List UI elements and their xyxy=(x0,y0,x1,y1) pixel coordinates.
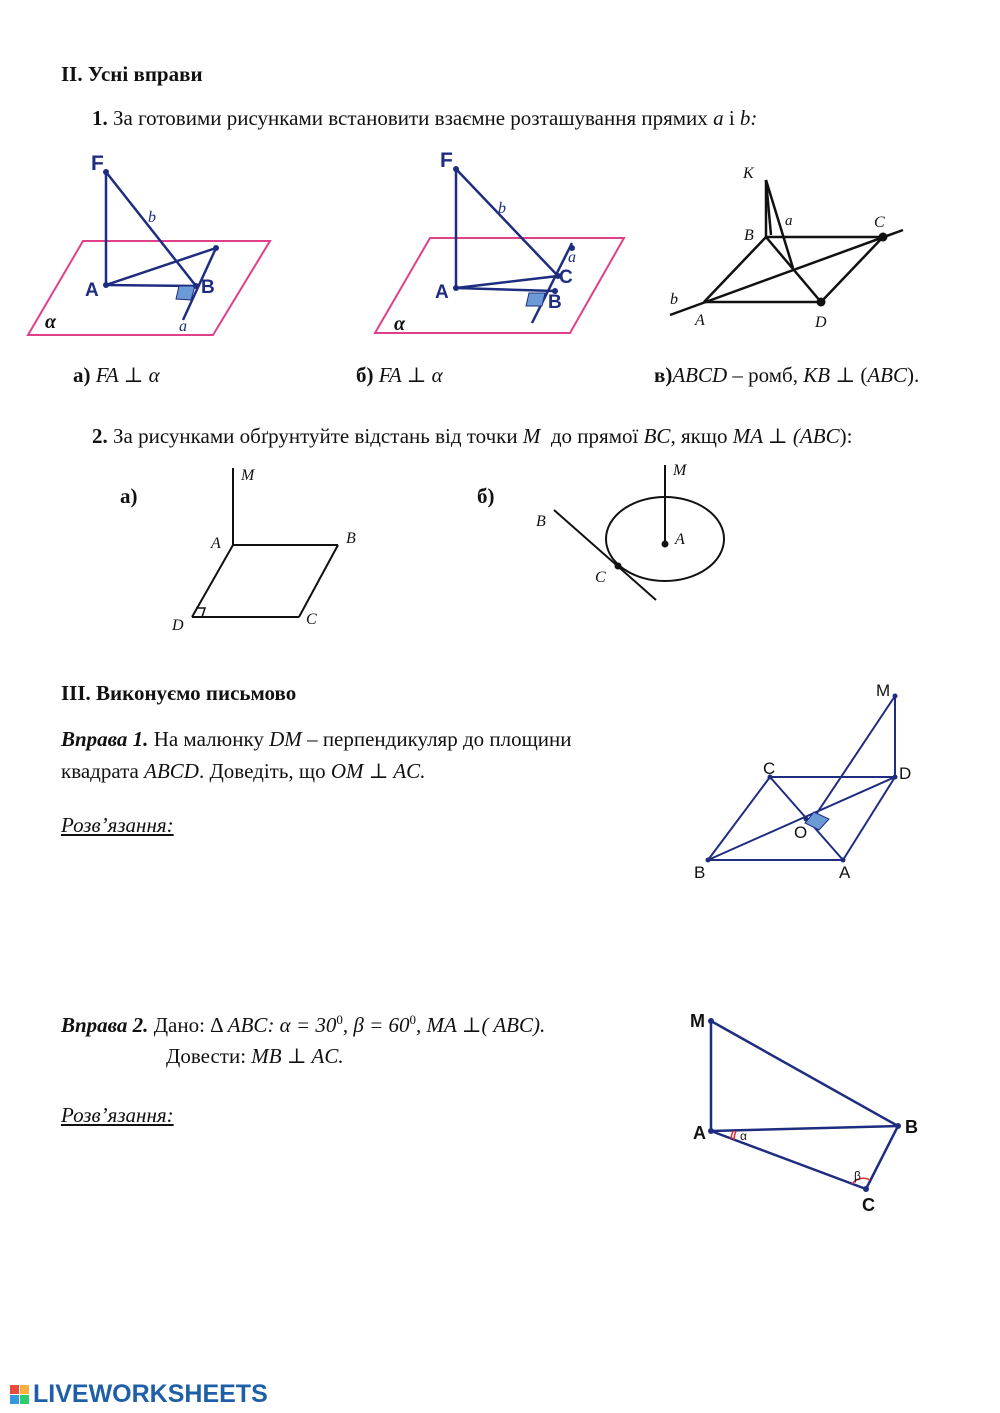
caption-1c: в)ABCD – ромб, KB ⊥ (ABC). xyxy=(654,363,920,387)
logo-mark-icon xyxy=(10,1385,29,1404)
figure-3 xyxy=(680,672,940,892)
label-M: M xyxy=(876,681,891,700)
exercise2-prove: Довести: MB ⊥ AC. xyxy=(166,1044,344,1068)
label-F: F xyxy=(440,149,453,172)
label-A: A xyxy=(675,531,685,548)
label-B: B xyxy=(905,1117,918,1137)
label-B: B xyxy=(548,292,562,313)
logo-text: LIVEWORKSHEETS xyxy=(33,1380,268,1408)
label-D: D xyxy=(172,617,184,634)
exercise1-solution-label: Розв’язання: xyxy=(61,813,174,837)
figure-1b xyxy=(372,148,632,348)
label-M: M xyxy=(690,1011,705,1031)
exercise1-label: Вправа 1. xyxy=(61,727,149,751)
exercise2-solution-label: Розв’язання: xyxy=(61,1103,174,1127)
label-A: A xyxy=(211,535,221,552)
label-D: D xyxy=(815,314,827,331)
label-alpha: α xyxy=(740,1129,747,1143)
label-C: C xyxy=(306,611,317,628)
label-A: A xyxy=(435,282,449,303)
caption-1a: а) FA ⊥ α xyxy=(73,363,160,387)
label-beta: β xyxy=(854,1169,861,1183)
exercise2-given: Вправа 2. Дано: Δ ABC: $\alpha = 30^0$, $\beta = 60^0$, MA ⊥( ABC). xyxy=(61,1012,546,1037)
figure-2b xyxy=(530,455,750,615)
label-B: B xyxy=(346,530,356,547)
section-title-written: III. Виконуємо письмово xyxy=(61,681,297,705)
label-A: A xyxy=(85,280,99,301)
figure-1c xyxy=(665,155,925,355)
label-b: b xyxy=(498,200,506,217)
figure-2a xyxy=(165,460,385,640)
label-C: C xyxy=(763,759,776,778)
label-B: B xyxy=(536,513,546,530)
label-A: A xyxy=(693,1123,706,1143)
figure-4 xyxy=(680,1000,940,1220)
plane-alpha xyxy=(28,241,270,335)
label-D: D xyxy=(899,764,912,783)
label-F: F xyxy=(91,152,104,175)
label-a: a xyxy=(568,249,576,266)
label-C: C xyxy=(874,214,885,231)
label-M: M xyxy=(673,462,687,479)
task1-text: 1. За готовими рисунками встановити взаємне розташування прямих a і b: xyxy=(92,106,758,130)
liveworksheets-logo[interactable] xyxy=(10,1380,268,1409)
label-O: O xyxy=(794,823,808,842)
label-A: A xyxy=(695,312,705,329)
task2-number: 2. xyxy=(92,424,108,448)
task2-text: 2. За рисунками обґрунтуйте відстань від точки M до прямої BC, якщо MA ⊥ (ABC): xyxy=(92,424,853,448)
label-B: B xyxy=(201,277,215,298)
label-K: K xyxy=(743,165,754,182)
label-C: C xyxy=(559,267,573,288)
label-B: B xyxy=(744,227,754,244)
label-b: b xyxy=(148,209,156,226)
label-a: a xyxy=(785,213,793,229)
task1-number: 1. xyxy=(92,106,108,130)
caption-1b: б) FA ⊥ α xyxy=(356,363,443,387)
figure-1a xyxy=(25,148,285,348)
label-alpha: α xyxy=(45,311,57,333)
label-C: C xyxy=(862,1195,875,1215)
exercise2-label: Вправа 2. xyxy=(61,1013,149,1037)
label-A: A xyxy=(839,863,851,882)
label-M: M xyxy=(241,467,255,484)
label-b: b xyxy=(670,291,678,308)
label-a: a xyxy=(179,318,187,335)
section-title-oral: II. Усні вправи xyxy=(61,62,203,86)
plane-alpha xyxy=(375,238,624,333)
label-B: B xyxy=(694,863,706,882)
exercise1-text: Вправа 1. На малюнку DM – перпендикуляр до площини квадрата ABCD. Доведіть, що OM ⊥ AC. xyxy=(61,727,572,783)
task2-label-a: а) xyxy=(120,484,138,508)
label-alpha: α xyxy=(394,313,406,335)
task2-label-b: б) xyxy=(477,484,495,508)
label-C: C xyxy=(595,569,606,586)
